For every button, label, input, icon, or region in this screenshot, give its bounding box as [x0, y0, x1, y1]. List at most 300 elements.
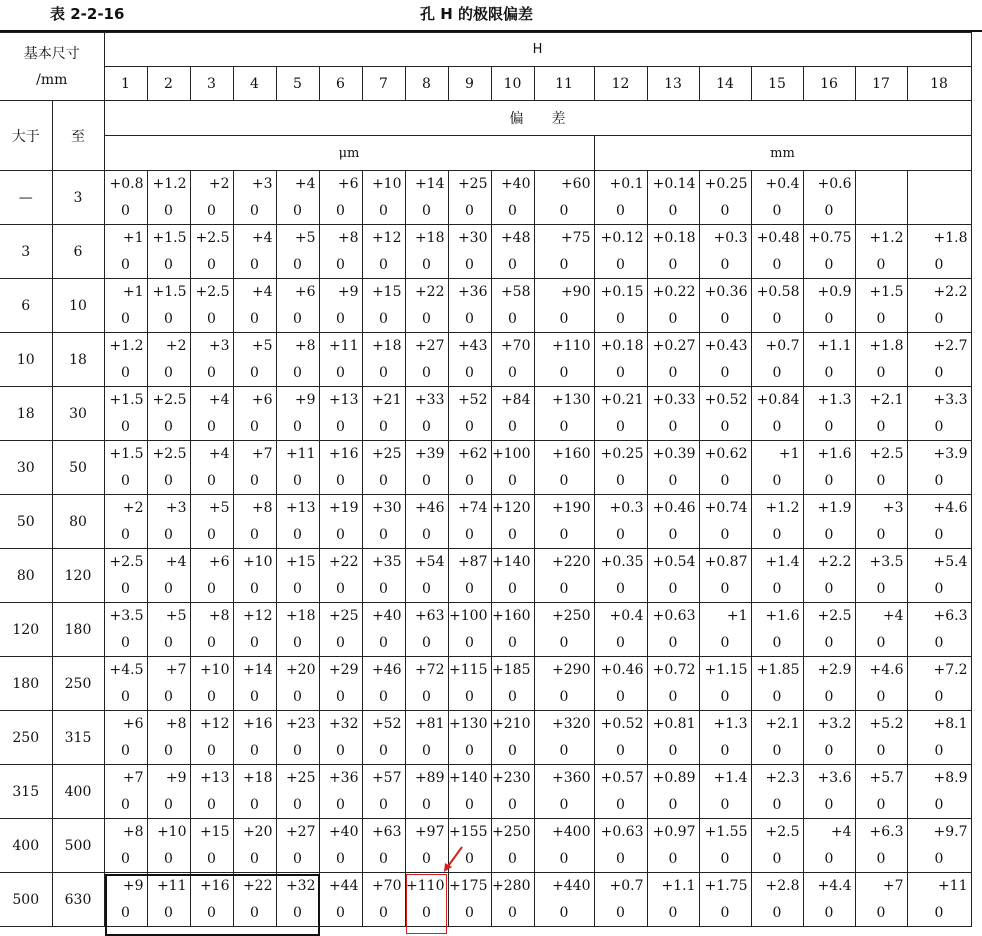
- upper-deviation: +87: [457, 554, 488, 570]
- deviation-cell: [362, 657, 405, 711]
- lower-deviation: 0: [934, 257, 944, 273]
- deviation-cell: [319, 657, 362, 711]
- upper-deviation: +1.2: [152, 176, 187, 192]
- upper-deviation: +1.2: [765, 500, 800, 516]
- deviation-cell: [405, 279, 448, 333]
- lower-deviation: 0: [121, 419, 130, 435]
- upper-deviation: +120: [492, 500, 531, 516]
- upper-deviation: +6: [122, 716, 144, 732]
- upper-deviation: +1.5: [109, 446, 144, 462]
- upper-deviation: +1.4: [713, 770, 748, 786]
- lower-deviation: 0: [616, 311, 625, 327]
- upper-deviation: +1.1: [817, 338, 852, 354]
- deviation-cell: [362, 333, 405, 387]
- upper-deviation: +36: [457, 284, 488, 300]
- lower-deviation: 0: [465, 419, 474, 435]
- deviation-cell: [319, 819, 362, 873]
- deviation-cell: [751, 225, 803, 279]
- deviation-cell: [803, 333, 855, 387]
- upper-deviation: +4: [251, 230, 273, 246]
- upper-deviation: +2.5: [109, 554, 144, 570]
- deviation-cell: [803, 279, 855, 333]
- lower-deviation: 0: [121, 365, 130, 381]
- basic-size-label: 基本尺寸: [23, 45, 80, 62]
- upper-deviation: +75: [560, 230, 591, 246]
- upper-deviation: +1.5: [152, 284, 187, 300]
- deviation-cell: [534, 549, 594, 603]
- lower-deviation: 0: [207, 743, 216, 759]
- grade-header: 6: [319, 67, 362, 101]
- deviation-cell: [147, 171, 190, 225]
- deviation-cell: [534, 873, 594, 927]
- lower-deviation: 0: [934, 905, 944, 921]
- upper-deviation: +0.54: [652, 554, 696, 570]
- lower-deviation: 0: [876, 473, 886, 489]
- upper-deviation: +15: [371, 284, 402, 300]
- lower-deviation: 0: [559, 257, 569, 273]
- deviation-cell: [647, 873, 699, 927]
- lower-deviation: 0: [668, 635, 678, 651]
- lower-deviation: 0: [934, 635, 944, 651]
- upper-deviation: +1.8: [869, 338, 904, 354]
- lower-deviation: 0: [668, 527, 678, 543]
- lower-deviation: 0: [508, 257, 517, 273]
- deviation-cell: [405, 171, 448, 225]
- deviation-cell: [699, 387, 751, 441]
- lower-deviation: 0: [559, 365, 569, 381]
- lower-deviation: 0: [508, 365, 517, 381]
- lower-deviation: 0: [668, 689, 678, 705]
- deviation-cell: [534, 711, 594, 765]
- lower-deviation: 0: [336, 527, 345, 543]
- deviation-cell: [751, 441, 803, 495]
- lower-deviation: 0: [207, 365, 216, 381]
- lower-deviation: 0: [336, 203, 345, 219]
- lower-deviation: 0: [508, 527, 517, 543]
- deviation-cell: [104, 495, 147, 549]
- lower-deviation: 0: [616, 689, 625, 705]
- lower-deviation: 0: [668, 311, 678, 327]
- table-title: 孔 H 的极限偏差: [420, 5, 533, 23]
- lower-deviation: 0: [876, 581, 886, 597]
- upper-deviation: +1.3: [713, 716, 748, 732]
- upper-deviation: +0.46: [600, 662, 644, 678]
- deviation-cell: [491, 873, 534, 927]
- lower-deviation: 0: [824, 257, 834, 273]
- grade-header: 8: [405, 67, 448, 101]
- lower-deviation: 0: [824, 905, 834, 921]
- lower-deviation: 0: [720, 203, 730, 219]
- upper-deviation: +36: [328, 770, 359, 786]
- lower-deviation: 0: [508, 203, 517, 219]
- lower-deviation: 0: [422, 257, 431, 273]
- table-row: [0, 603, 971, 657]
- lower-deviation: 0: [876, 527, 886, 543]
- size-to-cell: 80: [52, 495, 104, 549]
- deviation-cell: [104, 711, 147, 765]
- upper-deviation: +1.5: [109, 392, 144, 408]
- deviation-cell: [855, 225, 907, 279]
- deviation-cell: [491, 765, 534, 819]
- upper-deviation: +6.3: [933, 608, 968, 624]
- lower-deviation: 0: [121, 689, 130, 705]
- lower-deviation: 0: [336, 311, 345, 327]
- lower-deviation: 0: [121, 527, 130, 543]
- lower-deviation: 0: [379, 257, 388, 273]
- lower-deviation: 0: [616, 905, 625, 921]
- lower-deviation: [856, 198, 907, 224]
- deviation-cell: [190, 495, 233, 549]
- upper-deviation: +1.6: [765, 608, 800, 624]
- deviation-cell: [699, 657, 751, 711]
- upper-deviation: +130: [449, 716, 488, 732]
- lower-deviation: 0: [164, 527, 173, 543]
- lower-deviation: 0: [559, 851, 569, 867]
- upper-deviation: +220: [552, 554, 591, 570]
- deviation-cell: [751, 495, 803, 549]
- upper-deviation: +6: [251, 392, 273, 408]
- size-over-cell: 30: [0, 441, 52, 495]
- lower-deviation: 0: [121, 473, 130, 489]
- upper-deviation: +0.4: [765, 176, 800, 192]
- deviation-cell: [104, 657, 147, 711]
- upper-deviation: +89: [414, 770, 445, 786]
- lower-deviation: 0: [876, 797, 886, 813]
- lower-deviation: 0: [465, 905, 474, 921]
- size-over-cell: 3: [0, 225, 52, 279]
- lower-deviation: 0: [293, 797, 302, 813]
- size-over-cell: —: [0, 171, 52, 225]
- lower-deviation: 0: [121, 797, 130, 813]
- deviation-cell: [699, 225, 751, 279]
- upper-deviation: +30: [371, 500, 402, 516]
- upper-deviation: +190: [552, 500, 591, 516]
- upper-deviation: +25: [371, 446, 402, 462]
- deviation-cell: [233, 279, 276, 333]
- upper-deviation: +25: [328, 608, 359, 624]
- upper-deviation: +0.75: [808, 230, 852, 246]
- deviation-cell: [233, 657, 276, 711]
- deviation-cell: [491, 333, 534, 387]
- lower-deviation: 0: [720, 527, 730, 543]
- deviation-cell: [803, 873, 855, 927]
- deviation-cell: [190, 873, 233, 927]
- deviation-cell: [362, 171, 405, 225]
- lower-deviation: 0: [379, 635, 388, 651]
- deviation-cell: [405, 819, 448, 873]
- deviation-cell: [594, 279, 647, 333]
- lower-deviation: 0: [465, 851, 474, 867]
- lower-deviation: 0: [164, 797, 173, 813]
- lower-deviation: 0: [559, 419, 569, 435]
- lower-deviation: 0: [934, 419, 944, 435]
- deviation-cell: [699, 765, 751, 819]
- lower-deviation: 0: [164, 473, 173, 489]
- lower-deviation: 0: [379, 473, 388, 489]
- size-over-cell: 10: [0, 333, 52, 387]
- lower-deviation: 0: [616, 797, 625, 813]
- deviation-cell: [362, 603, 405, 657]
- table-row: [0, 279, 971, 333]
- deviation-cell: [405, 549, 448, 603]
- deviation-cell: [491, 495, 534, 549]
- lower-deviation: 0: [824, 635, 834, 651]
- upper-deviation: +1: [122, 230, 144, 246]
- upper-deviation: +81: [414, 716, 445, 732]
- lower-deviation: 0: [207, 851, 216, 867]
- upper-deviation: +30: [457, 230, 488, 246]
- deviation-cell: [855, 873, 907, 927]
- upper-deviation: +44: [328, 878, 359, 894]
- upper-deviation: +6.3: [869, 824, 904, 840]
- lower-deviation: 0: [250, 419, 259, 435]
- lower-deviation: 0: [422, 851, 431, 867]
- deviation-cell: [594, 711, 647, 765]
- lower-deviation: 0: [336, 473, 345, 489]
- upper-deviation: +0.4: [609, 608, 644, 624]
- lower-deviation: 0: [164, 581, 173, 597]
- lower-deviation: 0: [559, 203, 569, 219]
- upper-deviation: +290: [552, 662, 591, 678]
- upper-deviation: +7: [165, 662, 187, 678]
- deviation-cell: [190, 603, 233, 657]
- upper-deviation: +40: [328, 824, 359, 840]
- lower-deviation: 0: [422, 203, 431, 219]
- deviation-cell: [448, 603, 491, 657]
- basic-size-header: [0, 33, 104, 101]
- deviation-header: 偏 差: [104, 101, 971, 136]
- upper-deviation: +0.97: [652, 824, 696, 840]
- deviation-cell: [855, 549, 907, 603]
- upper-deviation: +440: [552, 878, 591, 894]
- deviation-cell: [751, 333, 803, 387]
- upper-deviation: +58: [500, 284, 531, 300]
- lower-deviation: 0: [616, 851, 625, 867]
- upper-deviation: +0.48: [756, 230, 800, 246]
- deviation-cell: [147, 873, 190, 927]
- upper-deviation: +25: [457, 176, 488, 192]
- lower-deviation: 0: [422, 635, 431, 651]
- table-row: [0, 171, 971, 225]
- lower-deviation: 0: [824, 797, 834, 813]
- deviation-cell: [362, 711, 405, 765]
- deviation-cell: [405, 441, 448, 495]
- lower-deviation: 0: [293, 365, 302, 381]
- upper-deviation: +0.3: [609, 500, 644, 516]
- upper-deviation: +0.36: [704, 284, 748, 300]
- lower-deviation: 0: [293, 419, 302, 435]
- size-over-cell: 315: [0, 765, 52, 819]
- deviation-cell: [276, 765, 319, 819]
- upper-deviation: +20: [242, 824, 273, 840]
- upper-deviation: +210: [492, 716, 531, 732]
- deviation-cell: [907, 711, 971, 765]
- deviation-cell: [147, 819, 190, 873]
- deviation-cell: [362, 387, 405, 441]
- deviation-cell: [448, 819, 491, 873]
- upper-deviation: +2.5: [817, 608, 852, 624]
- deviation-cell: [855, 279, 907, 333]
- upper-deviation: +27: [285, 824, 316, 840]
- upper-deviation: +0.18: [600, 338, 644, 354]
- upper-deviation: +52: [457, 392, 488, 408]
- size-to-cell: 18: [52, 333, 104, 387]
- upper-deviation: +2.7: [933, 338, 968, 354]
- upper-deviation: +115: [449, 662, 488, 678]
- upper-deviation: +0.58: [756, 284, 800, 300]
- upper-deviation: +250: [552, 608, 591, 624]
- deviation-cell: [276, 873, 319, 927]
- upper-deviation: +0.74: [704, 500, 748, 516]
- lower-deviation: 0: [876, 905, 886, 921]
- lower-deviation: 0: [668, 581, 678, 597]
- basic-size-unit: /mm: [36, 71, 68, 88]
- deviation-cell: [803, 495, 855, 549]
- upper-deviation: +0.27: [652, 338, 696, 354]
- size-to-cell: 50: [52, 441, 104, 495]
- lower-deviation: 0: [465, 311, 474, 327]
- lower-deviation: 0: [336, 743, 345, 759]
- lower-deviation: 0: [164, 851, 173, 867]
- upper-deviation: +1.75: [704, 878, 748, 894]
- upper-deviation: +32: [328, 716, 359, 732]
- lower-deviation: 0: [250, 797, 259, 813]
- size-over-cell: 18: [0, 387, 52, 441]
- upper-deviation: +0.15: [600, 284, 644, 300]
- lower-deviation: 0: [207, 311, 216, 327]
- lower-deviation: 0: [164, 203, 173, 219]
- lower-deviation: 0: [164, 311, 173, 327]
- lower-deviation: 0: [164, 419, 173, 435]
- lower-deviation: 0: [508, 635, 517, 651]
- deviation-cell: [190, 657, 233, 711]
- deviation-cell: [491, 819, 534, 873]
- lower-deviation: 0: [934, 527, 944, 543]
- upper-deviation: +16: [328, 446, 359, 462]
- upper-deviation: +140: [492, 554, 531, 570]
- deviation-cell: [104, 549, 147, 603]
- lower-deviation: 0: [207, 581, 216, 597]
- deviation-cell: [907, 819, 971, 873]
- deviation-cell: [491, 225, 534, 279]
- lower-deviation: 0: [293, 635, 302, 651]
- lower-deviation: 0: [720, 689, 730, 705]
- lower-deviation: 0: [293, 527, 302, 543]
- deviation-cell: [855, 765, 907, 819]
- deviation-cell: [491, 387, 534, 441]
- upper-deviation: +63: [371, 824, 402, 840]
- deviation-cell: [534, 279, 594, 333]
- upper-deviation: +8: [337, 230, 359, 246]
- upper-deviation: +2.8: [765, 878, 800, 894]
- lower-deviation: 0: [616, 473, 625, 489]
- deviation-cell: [534, 387, 594, 441]
- upper-deviation: +40: [371, 608, 402, 624]
- lower-deviation: 0: [250, 635, 259, 651]
- lower-deviation: 0: [465, 689, 474, 705]
- size-over-cell: 250: [0, 711, 52, 765]
- upper-deviation: +0.43: [704, 338, 748, 354]
- upper-deviation: +2.2: [817, 554, 852, 570]
- upper-deviation: +360: [552, 770, 591, 786]
- upper-deviation: +8: [251, 500, 273, 516]
- upper-deviation: +230: [492, 770, 531, 786]
- lower-deviation: 0: [559, 527, 569, 543]
- upper-deviation: +33: [414, 392, 445, 408]
- deviation-cell: [534, 333, 594, 387]
- lower-deviation: 0: [250, 311, 259, 327]
- deviation-cell: [855, 441, 907, 495]
- lower-deviation: 0: [207, 689, 216, 705]
- table-row: [0, 657, 971, 711]
- lower-deviation: 0: [824, 203, 834, 219]
- deviation-cell: [362, 819, 405, 873]
- deviation-cell: [751, 387, 803, 441]
- deviation-cell: [405, 495, 448, 549]
- unit-um-header: μm: [104, 136, 594, 171]
- lower-deviation: 0: [121, 743, 130, 759]
- deviation-cell: [319, 495, 362, 549]
- deviation-cell: [448, 387, 491, 441]
- upper-deviation: +7: [882, 878, 904, 894]
- upper-deviation: +11: [285, 446, 316, 462]
- deviation-cell: [319, 333, 362, 387]
- deviation-cell: [647, 441, 699, 495]
- upper-deviation: +0.7: [609, 878, 644, 894]
- deviation-cell: [276, 603, 319, 657]
- deviation-cell: [751, 711, 803, 765]
- deviation-cell: [855, 711, 907, 765]
- size-to-cell: 120: [52, 549, 104, 603]
- deviation-cell: [699, 171, 751, 225]
- upper-deviation: +70: [371, 878, 402, 894]
- deviation-cell: [104, 603, 147, 657]
- deviation-cell: [751, 279, 803, 333]
- size-to-cell: 500: [52, 819, 104, 873]
- size-to-cell: 315: [52, 711, 104, 765]
- upper-deviation: +0.89: [652, 770, 696, 786]
- upper-deviation: +2: [122, 500, 144, 516]
- deviation-cell: [647, 333, 699, 387]
- upper-deviation: +5: [165, 608, 187, 624]
- deviation-cell: [491, 549, 534, 603]
- lower-deviation: 0: [720, 257, 730, 273]
- lower-deviation: 0: [668, 905, 678, 921]
- lower-deviation: 0: [465, 203, 474, 219]
- lower-deviation: 0: [668, 203, 678, 219]
- lower-deviation: 0: [668, 365, 678, 381]
- grade-header: 11: [534, 67, 594, 101]
- grade-header: 7: [362, 67, 405, 101]
- upper-deviation: +54: [414, 554, 445, 570]
- deviation-cell: [647, 657, 699, 711]
- deviation-cell: [647, 495, 699, 549]
- deviation-cell: [147, 441, 190, 495]
- deviation-cell: [534, 819, 594, 873]
- upper-deviation: +2: [165, 338, 187, 354]
- deviation-cell: [190, 549, 233, 603]
- lower-deviation: 0: [293, 905, 302, 921]
- lower-deviation: 0: [293, 743, 302, 759]
- deviation-cell: [647, 279, 699, 333]
- size-to-cell: 400: [52, 765, 104, 819]
- deviation-cell: [276, 171, 319, 225]
- deviation-cell: [190, 711, 233, 765]
- deviation-cell: [594, 603, 647, 657]
- lower-deviation: 0: [772, 797, 782, 813]
- upper-deviation: +1.15: [704, 662, 748, 678]
- lower-deviation: 0: [772, 419, 782, 435]
